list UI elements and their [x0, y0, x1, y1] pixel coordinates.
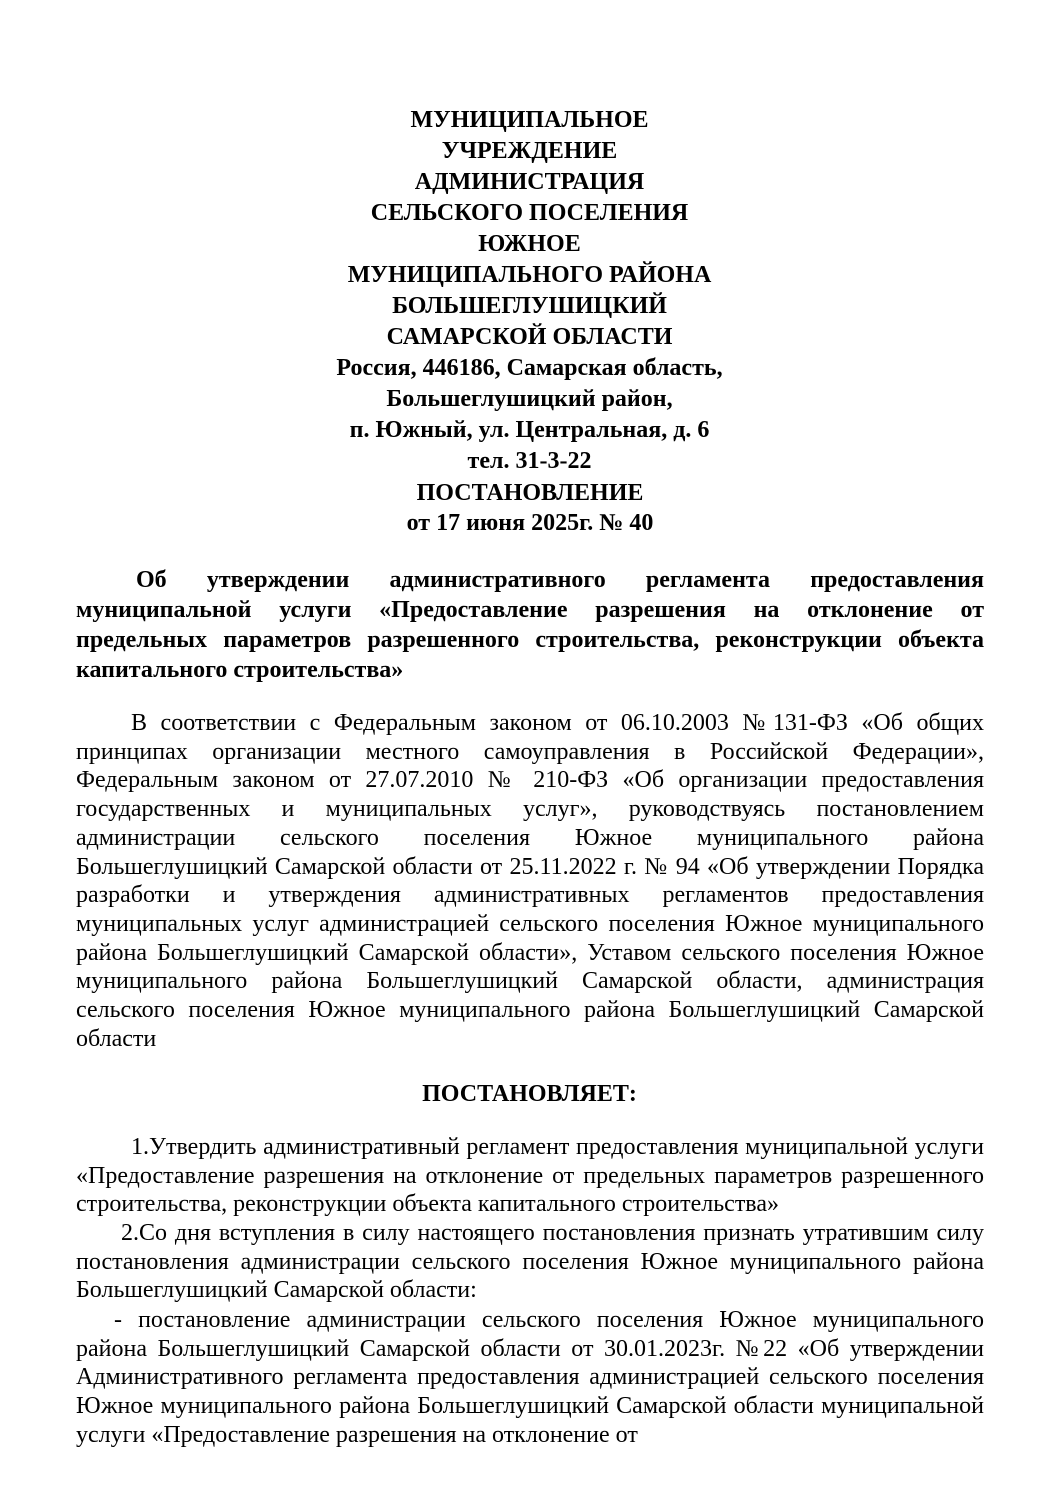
header-line-district-name: БОЛЬШЕГЛУШИЦКИЙ — [392, 293, 667, 319]
header-line-phone: тел. 31-3-22 — [467, 448, 592, 474]
header-line-district: МУНИЦИПАЛЬНОГО РАЙОНА — [347, 262, 712, 288]
decree-heading: ПОСТАНОВЛЯЕТ: — [422, 1081, 637, 1107]
preamble-paragraph: В соответствии с Федеральным законом от 06.10.2003 №131-ФЗ «Об общих принципах организации местного самоуправления в Российской Федерации», Федеральным законом от 27.07.2010 № 210-ФЗ «Об организации предоставления государственных и муниципальных услуг», руководствуясь постановлением администрации сельского поселения Южное муниципального района Большеглушицкий Самарской области от 25.11.2022 г. № 94 «Об утверждении Порядка разработки и утверждения административных регламентов предоставления муниципальных услуг администрацией сельского поселения Южное муниципального района Большеглушицкий Самарской области», Уставом сельского поселения Южное муниципального района Большеглушицкий Самарской области, администрация сельского поселения Южное муниципального района Большеглушицкий Самарской области — [76, 710, 984, 1052]
decree-item-2-subitem: - постановление администрации сельского поселения Южное муниципального района Большеглушицкий Самарской области от 30.01.2023г. №22 «Об утверждении Административного регламента предоставления администрацией сельского поселения Южное муниципального района Большеглушицкий Самарской области муниципальной услуги «Предоставление разрешения на отклонение от — [76, 1307, 984, 1448]
header-line-region: САМАРСКОЙ ОБЛАСТИ — [386, 324, 673, 350]
header-line-organization-type: МУНИЦИПАЛЬНОЕ — [410, 107, 649, 133]
header-line-settlement: СЕЛЬСКОГО ПОСЕЛЕНИЯ — [370, 200, 689, 226]
header-line-address-street: п. Южный, ул. Центральная, д. 6 — [349, 417, 710, 443]
document-date-number: от 17 июня 2025г. № 40 — [406, 510, 654, 536]
document-type-heading: ПОСТАНОВЛЕНИЕ — [416, 480, 644, 506]
header-line-institution: УЧРЕЖДЕНИЕ — [441, 138, 618, 164]
decree-item-1: 1.Утвердить административный регламент предоставления муниципальной услуги «Предоставление разрешения на отклонение от предельных параметров разрешенного строительства, реконструкции объекта капитального строительства» — [76, 1134, 984, 1218]
header-line-settlement-name: ЮЖНОЕ — [478, 231, 581, 257]
document-subject: Об утверждении административного регламента предоставления муниципальной услуги «Предоставление разрешения на отклонение от предельных параметров разрешенного строительства, реконструкции объекта капитального строительства» — [76, 567, 984, 683]
header-line-address-district: Большеглушицкий район, — [386, 386, 673, 412]
header-line-address-country: Россия, 446186, Самарская область, — [336, 355, 723, 381]
decree-item-2: 2.Со дня вступления в силу настоящего постановления признать утратившим силу постановления администрации сельского поселения Южное муниципального района Большеглушицкий Самарской области: — [76, 1220, 984, 1304]
header-line-administration: АДМИНИСТРАЦИЯ — [414, 169, 645, 195]
organization-header — [0, 105, 1059, 477]
